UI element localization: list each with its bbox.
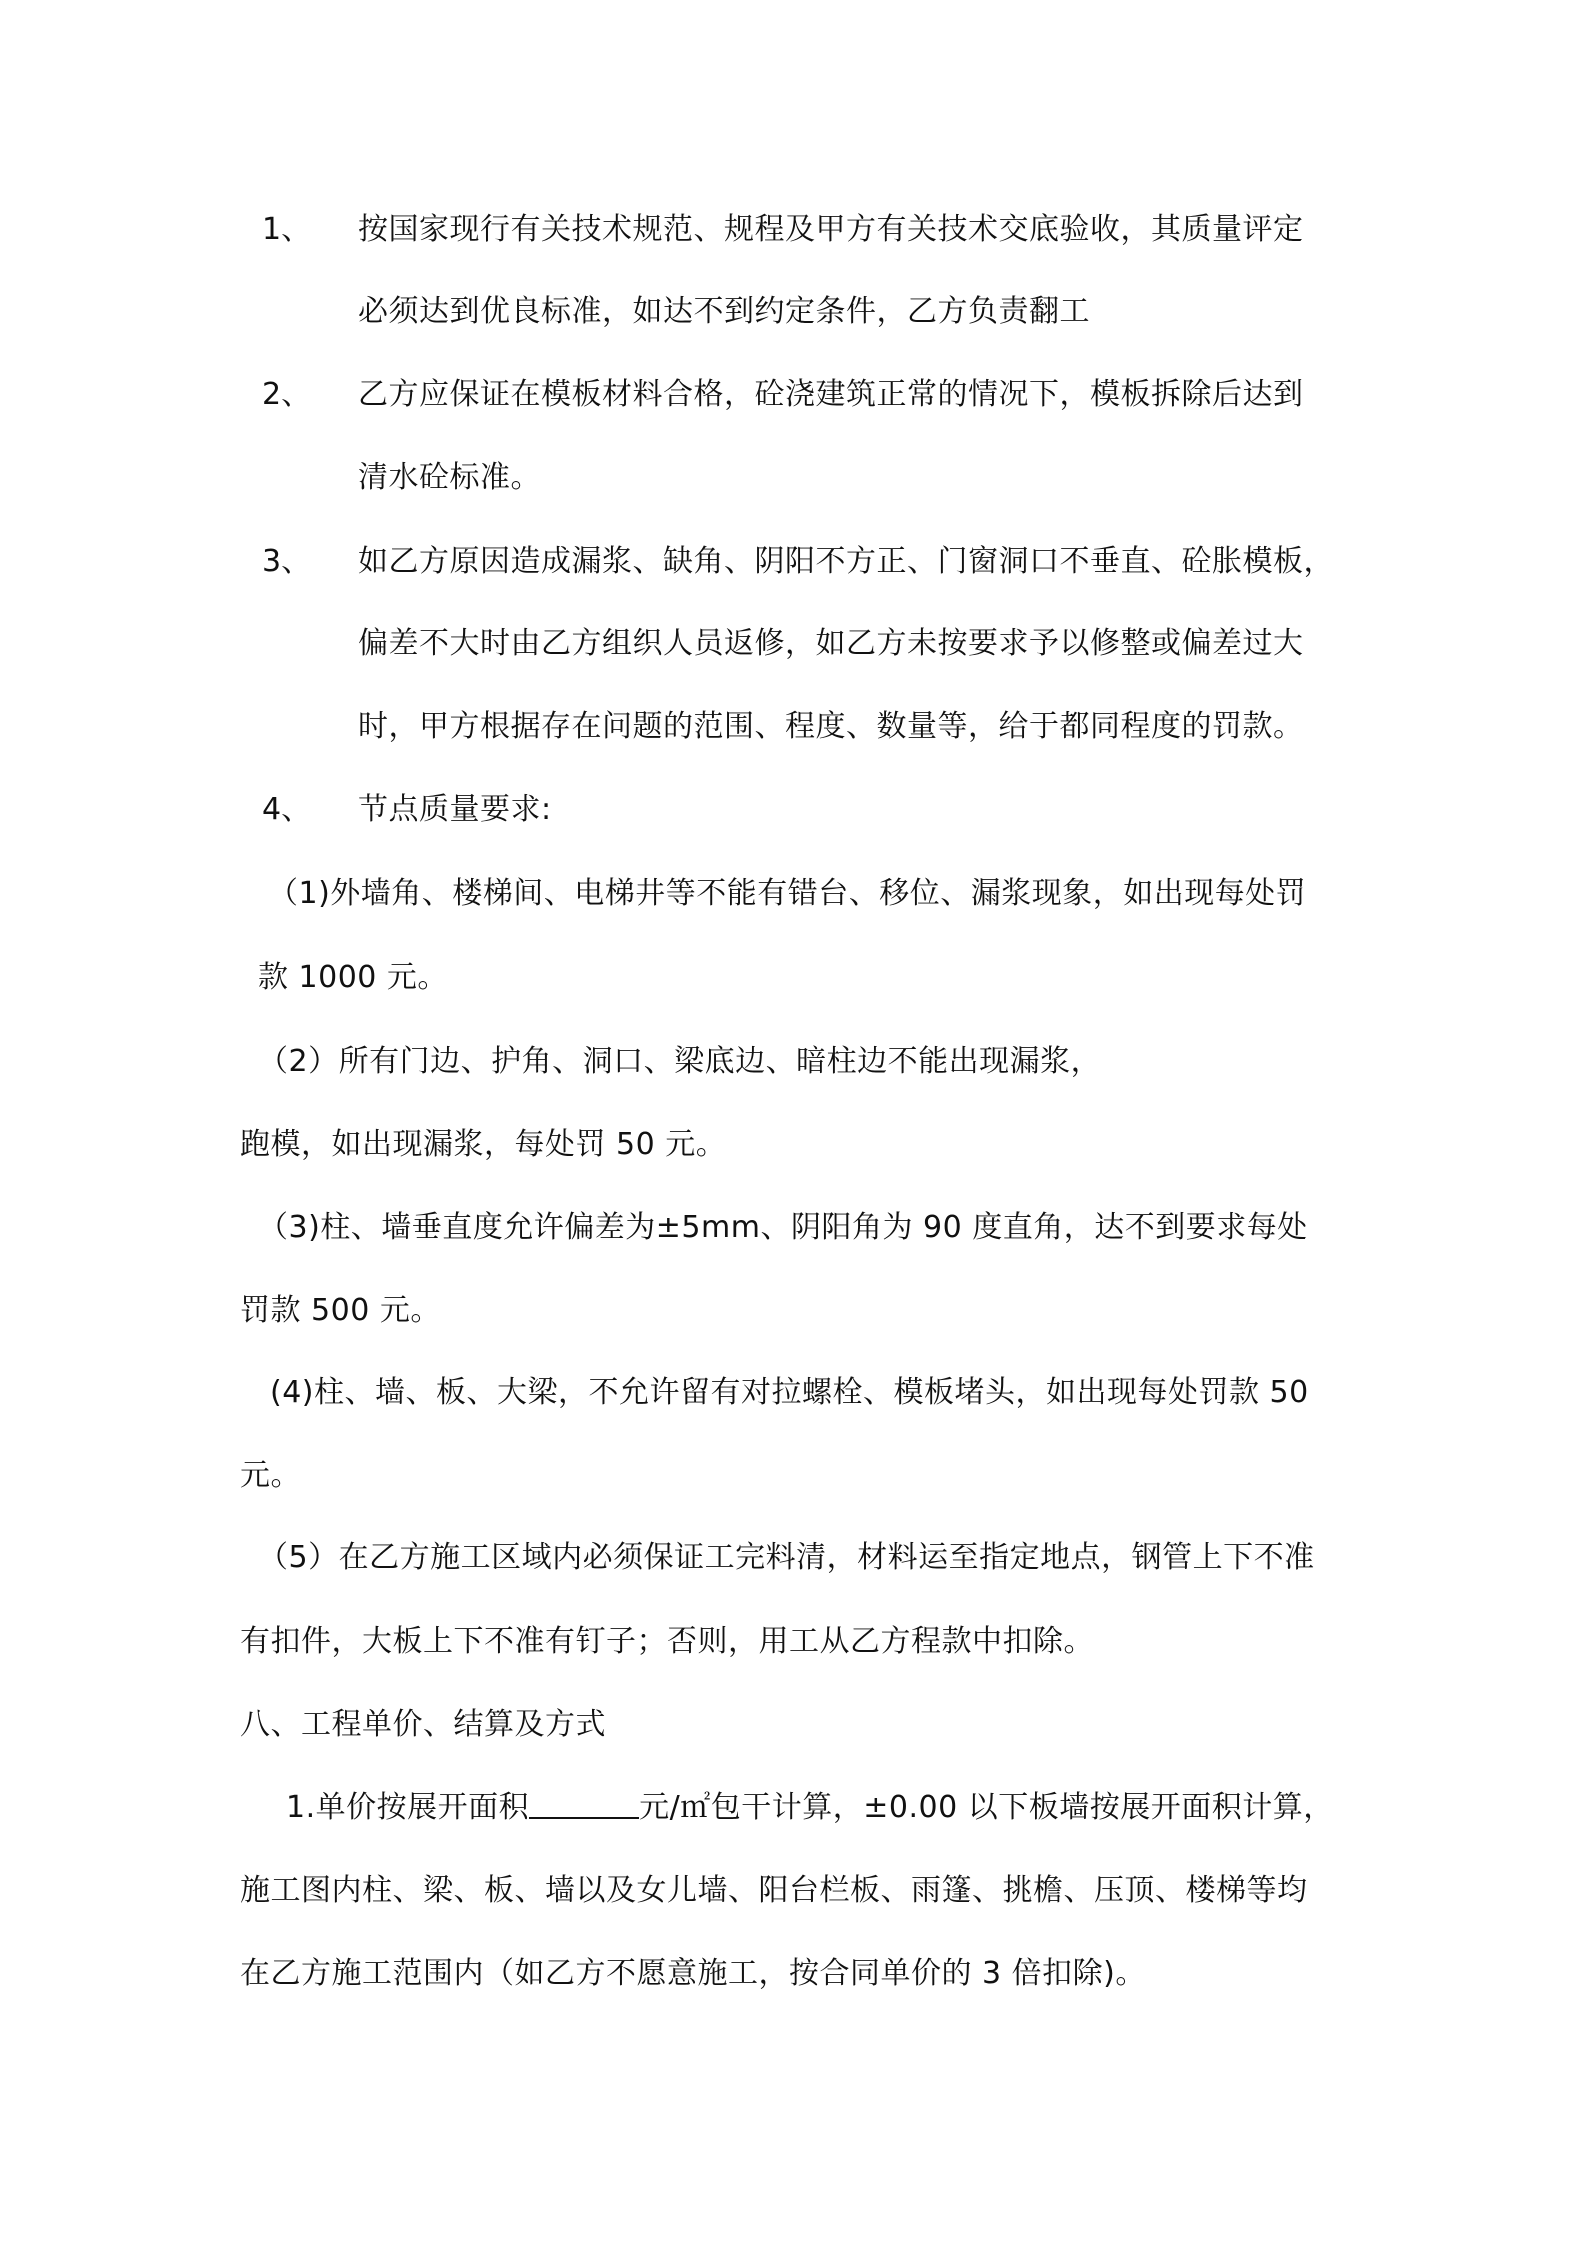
sub-item-line: （5）在乙方施工区域内必须保证工完料清，材料运至指定地点，钢管上下不准 (258, 1540, 1315, 1575)
sub-item-line: 元。 (240, 1458, 301, 1493)
sub-item-line: （3)柱、墙垂直度允许偏差为±5mm、阴阳角为 90 度直角，达不到要求每处 (258, 1210, 1308, 1245)
section-paragraph-line (286, 1788, 1334, 1828)
item-text-line: 偏差不大时由乙方组织人员返修，如乙方未按要求予以修整或偏差过大 (358, 626, 1304, 661)
sub-item-line: 款 1000 元。 (258, 960, 448, 995)
item-text-line: 节点质量要求: (358, 792, 552, 827)
sub-item-line: 有扣件，大板上下不准有钉子；否则，用工从乙方程款中扣除。 (240, 1624, 1094, 1659)
item-number: 3、 (262, 544, 312, 579)
item-number: 1、 (262, 212, 312, 247)
price-blank (529, 1789, 639, 1819)
price-suffix: 元/㎡包干计算，±0.00 以下板墙按展开面积计算， (639, 1790, 1334, 1825)
item-number: 4、 (262, 792, 312, 827)
item-text-line: 时，甲方根据存在问题的范围、程度、数量等，给于都同程度的罚款。 (358, 709, 1304, 744)
section-heading: 八、工程单价、结算及方式 (240, 1707, 606, 1742)
sub-item-line: （2）所有门边、护角、洞口、梁底边、暗柱边不能出现漏浆， (258, 1044, 1102, 1079)
price-prefix: 1.单价按展开面积 (286, 1790, 530, 1825)
item-text-line: 清水砼标准。 (358, 460, 541, 495)
sub-item-line: 跑模，如出现漏浆，每处罚 50 元。 (240, 1127, 727, 1162)
sub-item-line: 罚款 500 元。 (240, 1293, 441, 1328)
item-text-line: 必须达到优良标准，如达不到约定条件，乙方负责翻工 (358, 294, 1090, 329)
item-text-line: 乙方应保证在模板材料合格，砼浇建筑正常的情况下，模板拆除后达到 (358, 377, 1304, 412)
item-number: 2、 (262, 377, 312, 412)
section-paragraph-line: 在乙方施工范围内（如乙方不愿意施工，按合同单价的 3 倍扣除)。 (240, 1956, 1146, 1991)
item-text-line: 如乙方原因造成漏浆、缺角、阴阳不方正、门窗洞口不垂直、砼胀模板， (358, 544, 1334, 579)
sub-item-line: (4)柱、墙、板、大梁，不允许留有对拉螺栓、模板堵头，如出现每处罚款 50 (270, 1375, 1309, 1410)
sub-item-line: （1)外墙角、楼梯间、电梯井等不能有错台、移位、漏浆现象，如出现每处罚 (268, 876, 1307, 911)
item-text-line: 按国家现行有关技术规范、规程及甲方有关技术交底验收，其质量评定 (358, 212, 1304, 247)
section-paragraph-line: 施工图内柱、梁、板、墙以及女儿墙、阳台栏板、雨篷、挑檐、压顶、楼梯等均 (240, 1873, 1308, 1908)
